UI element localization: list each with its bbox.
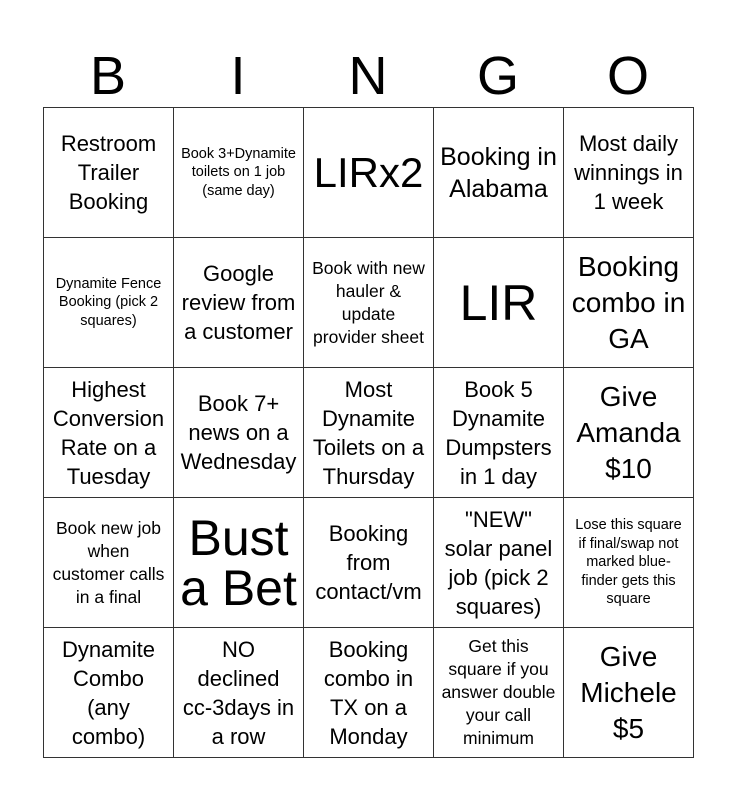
bingo-square-text: Highest Conversion Rate on a Tuesday — [52, 376, 165, 489]
bingo-square-text: Bust a Bet — [180, 509, 297, 616]
bingo-square-text: Dynamite Combo (any combo) — [62, 636, 155, 749]
bingo-square[interactable] — [564, 368, 694, 498]
header-letter-o: O — [606, 46, 649, 106]
bingo-square[interactable] — [44, 628, 174, 758]
bingo-square-text: Book 3+Dynamite toilets on 1 job (same day) — [181, 145, 296, 199]
bingo-square[interactable] — [434, 498, 564, 628]
header-letter-g: G — [476, 46, 519, 106]
bingo-square-text: Book 7+ news on a Wednesday — [180, 391, 297, 474]
bingo-square[interactable] — [174, 498, 304, 628]
header-letter-i: I — [230, 46, 246, 106]
bingo-square[interactable] — [174, 108, 304, 238]
bingo-square[interactable] — [174, 368, 304, 498]
header-letter-n: N — [348, 46, 388, 106]
bingo-square-text: Book with new hauler & update provider sheet — [312, 257, 425, 347]
bingo-square-text: Most daily winnings in 1 week — [574, 131, 683, 214]
bingo-square[interactable] — [564, 498, 694, 628]
bingo-square[interactable] — [434, 628, 564, 758]
bingo-square[interactable] — [434, 108, 564, 238]
bingo-square[interactable] — [174, 628, 304, 758]
bingo-square[interactable] — [174, 238, 304, 368]
bingo-square[interactable] — [434, 238, 564, 368]
bingo-square-text: Book 5 Dynamite Dumpsters in 1 day — [445, 376, 552, 489]
bingo-square[interactable] — [304, 238, 434, 368]
bingo-square[interactable] — [564, 238, 694, 368]
bingo-square-text: NO declined cc-3days in a row — [182, 636, 295, 749]
bingo-square-text: Booking combo in GA — [571, 250, 686, 354]
bingo-square-text: Booking from contact/vm — [315, 521, 422, 604]
bingo-square-text: Book new job when customer calls in a final — [52, 517, 165, 607]
bingo-square[interactable] — [564, 108, 694, 238]
bingo-square-text: LIR — [459, 274, 538, 331]
bingo-square-text: Booking in Alabama — [440, 142, 557, 203]
bingo-header — [43, 45, 693, 107]
bingo-square-text: Give Michele $5 — [580, 640, 677, 744]
bingo-square-text: Give Amanda $10 — [576, 380, 681, 484]
bingo-square[interactable] — [44, 368, 174, 498]
bingo-square[interactable] — [304, 628, 434, 758]
bingo-square-text: Most Dynamite Toilets on a Thursday — [312, 376, 425, 489]
bingo-square[interactable] — [304, 368, 434, 498]
bingo-square[interactable] — [44, 238, 174, 368]
bingo-square[interactable] — [564, 628, 694, 758]
bingo-card-grid — [43, 107, 694, 758]
bingo-square-text: Google review from a customer — [181, 261, 296, 344]
bingo-square-text: Get this square if you answer double your call minimum — [441, 636, 556, 748]
bingo-square-text: Lose this square if final/swap not marked blue-finder gets this square — [575, 517, 682, 608]
bingo-square[interactable] — [44, 108, 174, 238]
bingo-square-text: "NEW" solar panel job (pick 2 squares) — [444, 506, 553, 619]
bingo-square-text: LIRx2 — [313, 148, 424, 196]
bingo-square[interactable] — [434, 368, 564, 498]
bingo-square[interactable] — [304, 108, 434, 238]
bingo-square-text: Dynamite Fence Booking (pick 2 squares) — [55, 275, 162, 329]
bingo-square[interactable] — [44, 498, 174, 628]
bingo-square[interactable] — [304, 498, 434, 628]
header-letter-b: B — [89, 46, 127, 106]
bingo-square-text: Restroom Trailer Booking — [60, 131, 157, 214]
bingo-square-text: Booking combo in TX on a Monday — [323, 636, 414, 749]
